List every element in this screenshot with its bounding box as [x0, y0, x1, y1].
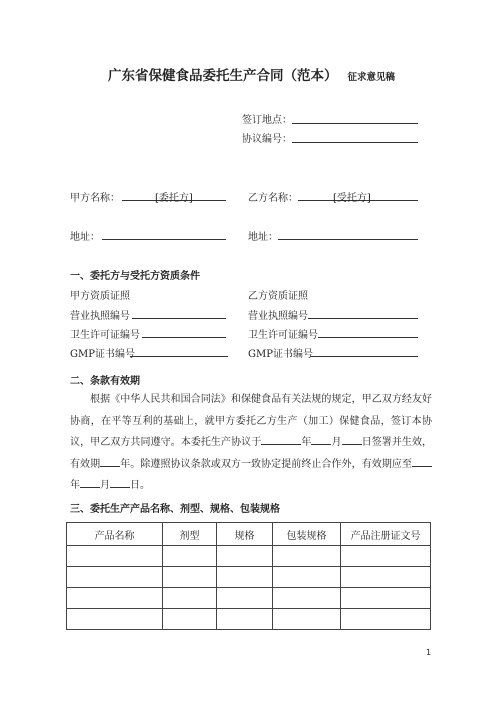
table-cell[interactable]	[67, 546, 163, 567]
term-text-1: 根据《中华人民共和国合同法》和保健食品有关法规的规定，甲乙双方经友好协商，在平等互利的基础上，就甲方委托乙方生产（加工）保健食品，签订本协议，甲乙双方共同遵守。本委托生产协议于	[70, 394, 432, 448]
party-a-cert-label: 甲方资质证照	[70, 291, 130, 302]
party-a-gmp-label: GMP证书编号	[70, 349, 135, 360]
party-b-gmp-label: GMP证书编号	[248, 349, 313, 360]
party-b-health-label: 卫生许可证编号	[248, 330, 318, 341]
column-header: 剂型	[163, 523, 217, 546]
term-rest: 年。除遵照协议条款或双方一致协定提前终止合作外，有效期应至	[120, 458, 413, 470]
column-header: 包装规格	[273, 523, 341, 546]
table-row	[67, 609, 431, 630]
table-cell[interactable]	[163, 546, 217, 567]
sign-place-field[interactable]	[292, 123, 418, 124]
column-header: 产品名称	[67, 523, 163, 546]
party-a-health-label: 卫生许可证编号	[70, 330, 140, 341]
party-a-address-label: 地址：	[70, 232, 100, 243]
term-month2: 月	[100, 480, 110, 491]
table-cell[interactable]	[67, 567, 163, 588]
effective-year-field[interactable]	[261, 432, 301, 445]
party-a-gmp-field[interactable]	[130, 356, 228, 357]
product-table	[66, 522, 431, 630]
party-b-address-field[interactable]	[278, 239, 418, 240]
table-cell[interactable]	[163, 609, 217, 630]
term-year: 年	[301, 437, 312, 448]
party-b-cert-label: 乙方资质证照	[248, 291, 308, 302]
page-number: 1	[426, 648, 432, 657]
section2-heading: 二、条款有效期	[70, 376, 140, 387]
party-b-health-field[interactable]	[318, 337, 418, 338]
table-cell[interactable]	[163, 567, 217, 588]
table-row	[67, 567, 431, 588]
party-a-address-field[interactable]	[102, 239, 226, 240]
end-year-field[interactable]	[412, 454, 432, 467]
section3-heading: 三、委托生产产品名称、剂型、规格、包装规格	[70, 504, 280, 515]
title-text: 广东省保健食品委托生产合同（范本）	[108, 68, 338, 84]
party-b-license-field[interactable]	[308, 318, 418, 319]
table-cell[interactable]	[163, 588, 217, 609]
party-b-name-label: 乙方名称：	[248, 193, 298, 204]
table-row	[67, 546, 431, 567]
table-cell[interactable]	[67, 588, 163, 609]
table-cell[interactable]	[217, 546, 273, 567]
table-cell[interactable]	[67, 609, 163, 630]
party-b-address-label: 地址：	[248, 232, 278, 243]
table-cell[interactable]	[341, 609, 431, 630]
table-header-row	[67, 523, 431, 546]
term-paragraph	[70, 389, 432, 497]
term-day2: 日。	[130, 480, 150, 491]
party-b-license-label: 营业执照编号	[248, 311, 308, 322]
effective-day-field[interactable]	[342, 432, 362, 445]
table-cell[interactable]	[273, 546, 341, 567]
end-day-field[interactable]	[110, 475, 130, 488]
party-a-license-label: 营业执照编号	[70, 311, 130, 322]
sign-place-label: 签订地点：	[242, 115, 292, 126]
column-header: 规格	[217, 523, 273, 546]
party-b-gmp-field[interactable]	[310, 356, 418, 357]
table-row	[67, 588, 431, 609]
section1-heading: 一、委托方与受托方资质条件	[70, 271, 200, 282]
end-month-field[interactable]	[80, 475, 100, 488]
term-year2: 年	[70, 480, 80, 491]
table-cell[interactable]	[341, 588, 431, 609]
term-month: 月	[331, 437, 342, 448]
table-cell[interactable]	[217, 588, 273, 609]
title-draft-note: 征求意见稿	[347, 72, 396, 83]
table-cell[interactable]	[273, 609, 341, 630]
agreement-no-label: 协议编号：	[242, 134, 292, 145]
table-cell[interactable]	[341, 567, 431, 588]
table-cell[interactable]	[341, 546, 431, 567]
term-valid: 有效期	[70, 458, 101, 470]
table-cell[interactable]	[273, 567, 341, 588]
validity-years-field[interactable]	[100, 454, 120, 467]
party-a-name-value: [委托方]	[155, 193, 193, 204]
table-cell[interactable]	[217, 609, 273, 630]
effective-month-field[interactable]	[311, 432, 331, 445]
agreement-no-field[interactable]	[292, 142, 418, 143]
party-a-license-field[interactable]	[132, 318, 226, 319]
party-b-name-value: [受托方]	[333, 193, 371, 204]
table-cell[interactable]	[273, 588, 341, 609]
document-title	[108, 64, 395, 84]
table-cell[interactable]	[217, 567, 273, 588]
term-day-sign: 日签署并生效，	[361, 437, 433, 448]
party-a-health-field[interactable]	[142, 337, 226, 338]
party-a-name-label: 甲方名称：	[70, 193, 120, 204]
column-header: 产品注册证文号	[341, 523, 431, 546]
